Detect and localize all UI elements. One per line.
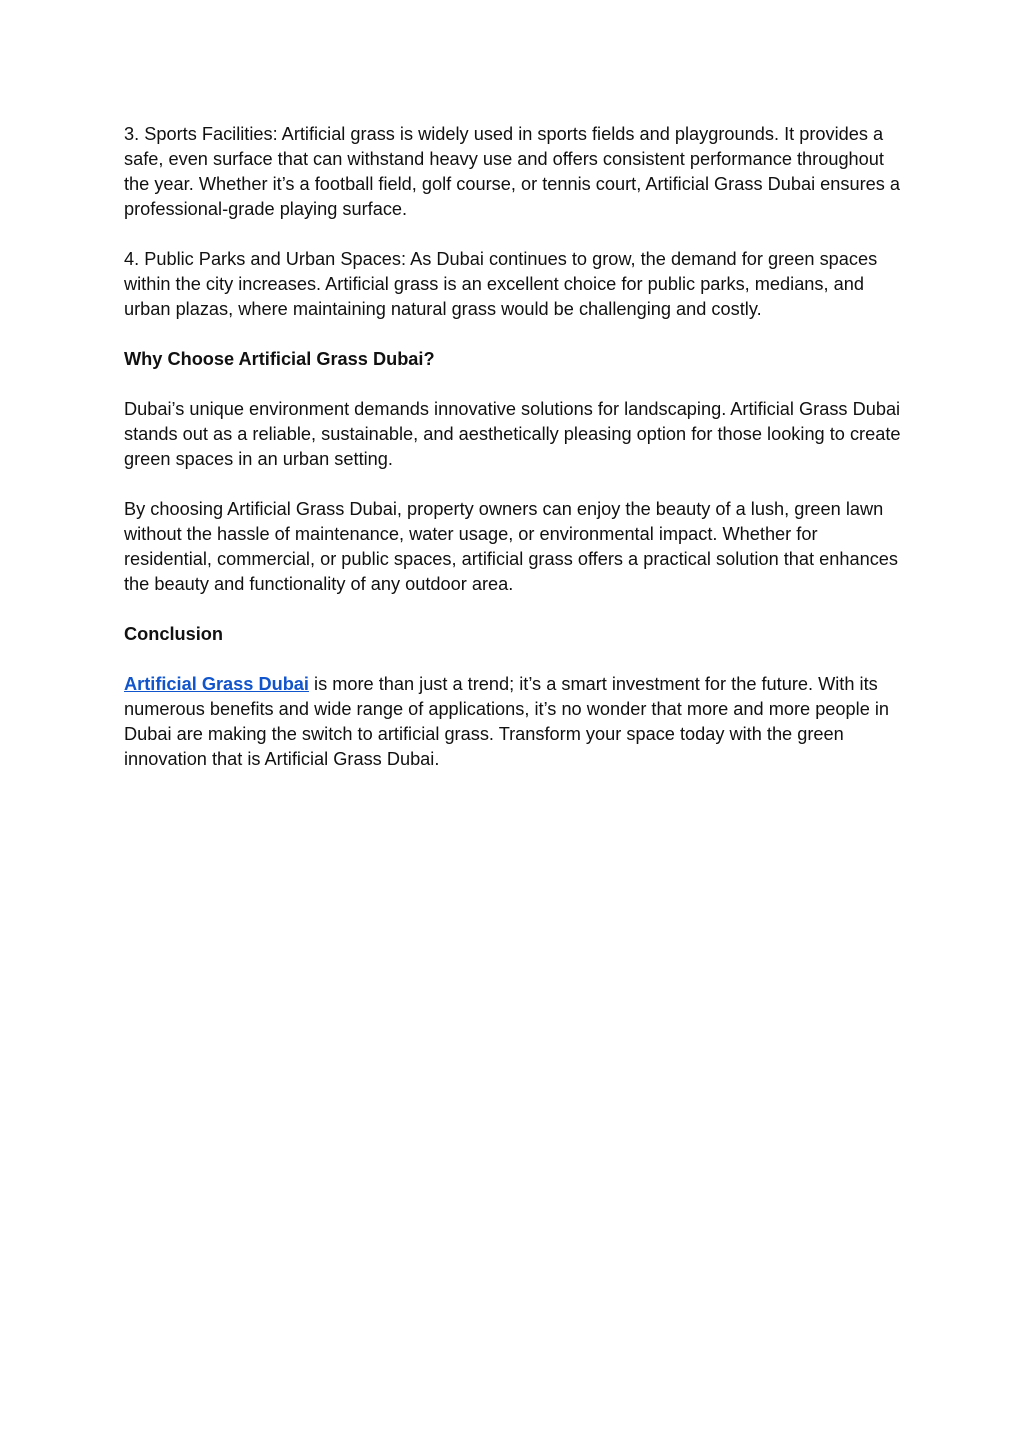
why-choose-heading: Why Choose Artificial Grass Dubai? — [124, 349, 435, 369]
conclusion-text: is more than just a trend; it’s a smart investment for the future. With its numerous benefits and wide range of applications, it’s no wonder that more and more people in Dubai are making the switch to artificial grass. Transform your space today with the green innovation that is Artificial Grass Dubai. — [124, 674, 890, 769]
public-parks-paragraph: 4. Public Parks and Urban Spaces: As Dubai continues to grow, the demand for green spaces within the city increases. Artificial grass is an excellent choice for public parks, medians, and urban plazas, where maintaining natural grass would be challenging and costly. — [124, 249, 878, 319]
artificial-grass-dubai-link[interactable]: Artificial Grass Dubai — [124, 674, 309, 694]
sports-facilities-paragraph: 3. Sports Facilities: Artificial grass is widely used in sports fields and playgrounds. It provides a safe, even surface that can withstand heavy use and offers consistent performance throughout the year. Whether it’s a football field, golf course, or tennis court, Artificial Grass Dubai ensures a professional-grade playing surface. — [124, 124, 901, 219]
why-choose-paragraph-1: Dubai’s unique environment demands innovative solutions for landscaping. Artificial Grass Dubai stands out as a reliable, sustainable, and aesthetically pleasing option for those looking to create green spaces in an urban setting. — [124, 399, 901, 469]
conclusion-paragraph — [124, 672, 902, 772]
conclusion-heading: Conclusion — [124, 624, 224, 644]
why-choose-paragraph-2: By choosing Artificial Grass Dubai, property owners can enjoy the beauty of a lush, green lawn without the hassle of maintenance, water usage, or environmental impact. Whether for residential, commercial, or public spaces, artificial grass offers a practical solution that enhances the beauty and functionality of any outdoor area. — [124, 499, 899, 594]
document-body — [124, 122, 902, 797]
